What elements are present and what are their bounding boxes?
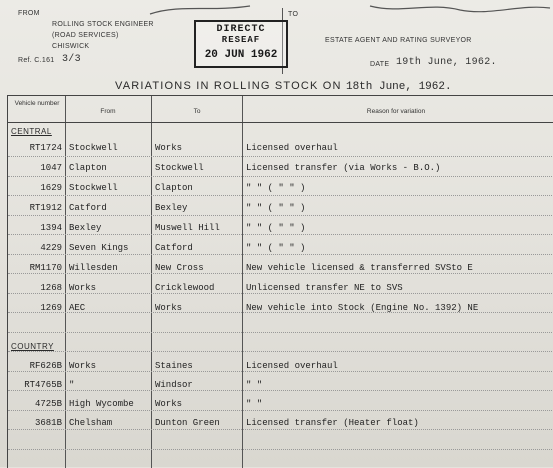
vehicle-cell: RT1724 [29,143,62,153]
row-guide [8,234,553,235]
page-title [115,80,452,93]
header-rule [8,122,553,123]
col-header-vehicle: Vehicle number [14,100,60,107]
title-text: VARIATIONS IN ROLLING STOCK ON [115,80,342,92]
title-date: 18th June, 1962. [345,81,452,93]
reason-cell: " " ( " " ) [246,203,306,213]
row-guide [8,332,553,333]
vehicle-cell: 1268 [40,283,62,293]
from-cell: AEC [69,303,86,313]
col-divider [65,96,66,468]
reason-cell: " " ( " " ) [246,243,306,253]
to-label: TO [288,11,299,18]
vehicle-cell: 1394 [40,223,62,233]
to-cell: Works [155,399,183,409]
to-cell: Clapton [155,183,193,193]
reason-cell: " " ( " " ) [246,183,306,193]
to-cell: Bexley [155,203,188,213]
vehicle-cell: 4229 [40,243,62,253]
col-header-reason: Reason for variation [366,108,426,115]
to-cell: Dunton Green [155,418,220,428]
row-guide [8,293,553,294]
col-header-to: To [193,108,201,115]
reason-cell: New vehicle licensed & transferred SVSto E [246,263,473,273]
reason-cell: " " ( " " ) [246,223,306,233]
row-guide [8,429,553,430]
date-value: 19th June, 1962. [396,57,497,68]
to-cell: Muswell Hill [155,223,220,233]
reason-cell: Licensed transfer (Heater float) [246,418,419,428]
to-cell: Stockwell [155,163,204,173]
to-cell: Catford [155,243,193,253]
vehicle-cell: RT1912 [29,203,62,213]
row-guide [8,215,553,216]
col-header-from: From [100,108,116,115]
to-cell: Works [155,143,183,153]
from-line-3: CHISWICK [52,43,90,50]
to-cell: Cricklewood [155,283,215,293]
vehicle-cell: 4725B [34,399,62,409]
reason-cell: Unlicensed transfer NE to SVS [246,283,403,293]
ref-label: Ref. C.161 [18,57,55,64]
from-cell: Works [69,283,97,293]
row-guide [8,410,553,411]
row-guide [8,390,553,391]
row-guide [8,351,553,352]
stamp-date: 20 JUN 1962 [204,49,278,61]
section-central: CENTRAL [11,127,52,136]
from-label: FROM [18,10,40,17]
vehicle-cell: RF626B [29,361,62,371]
reason-cell: " " [246,380,263,390]
row-guide [8,156,553,157]
col-divider [151,96,152,468]
from-line-1: ROLLING STOCK ENGINEER [52,21,154,28]
from-cell: Willesden [69,263,118,273]
handwriting-mark [140,0,553,20]
from-cell: Chelsham [69,418,113,428]
stamp-line-1: DIRECTC [216,24,266,35]
vehicle-cell: RM1170 [29,263,62,273]
from-cell: Bexley [69,223,102,233]
row-guide [8,371,553,372]
stamp-line-2: RESEAF [221,35,261,45]
from-cell: Stockwell [69,183,118,193]
to-cell: Staines [155,361,193,371]
vehicle-cell: 1629 [40,183,62,193]
row-guide [8,195,553,196]
from-cell: Catford [69,203,107,213]
row-guide [8,449,553,450]
received-stamp [194,20,288,68]
from-line-2: (ROAD SERVICES) [52,32,119,39]
vehicle-cell: 1047 [40,163,62,173]
section-country: COUNTRY [11,342,54,351]
reason-cell: Licensed overhaul [246,143,338,153]
from-cell: Clapton [69,163,107,173]
from-cell: Stockwell [69,143,118,153]
row-guide [8,176,553,177]
from-cell: " [69,380,75,390]
row-guide [8,254,553,255]
vehicle-cell: RT4765B [24,380,62,390]
date-label: DATE [370,61,390,68]
from-cell: Works [69,361,97,371]
reason-cell: New vehicle into Stock (Engine No. 1392) NE [246,303,479,313]
to-cell: Works [155,303,183,313]
reason-cell: " " [246,399,263,409]
reason-cell: Licensed overhaul [246,361,338,371]
row-guide [8,312,553,313]
to-recipient: ESTATE AGENT AND RATING SURVEYOR [325,37,472,44]
to-cell: New Cross [155,263,204,273]
to-cell: Windsor [155,380,193,390]
from-cell: High Wycombe [69,399,134,409]
reason-cell: Licensed transfer (via Works - B.O.) [246,163,441,173]
row-guide [8,273,553,274]
ref-value: 3/3 [62,54,81,65]
vehicle-cell: 1269 [40,303,62,313]
variations-table [7,95,553,468]
from-cell: Seven Kings [69,243,129,253]
col-divider [242,96,243,468]
vehicle-cell: 3681B [34,418,62,428]
